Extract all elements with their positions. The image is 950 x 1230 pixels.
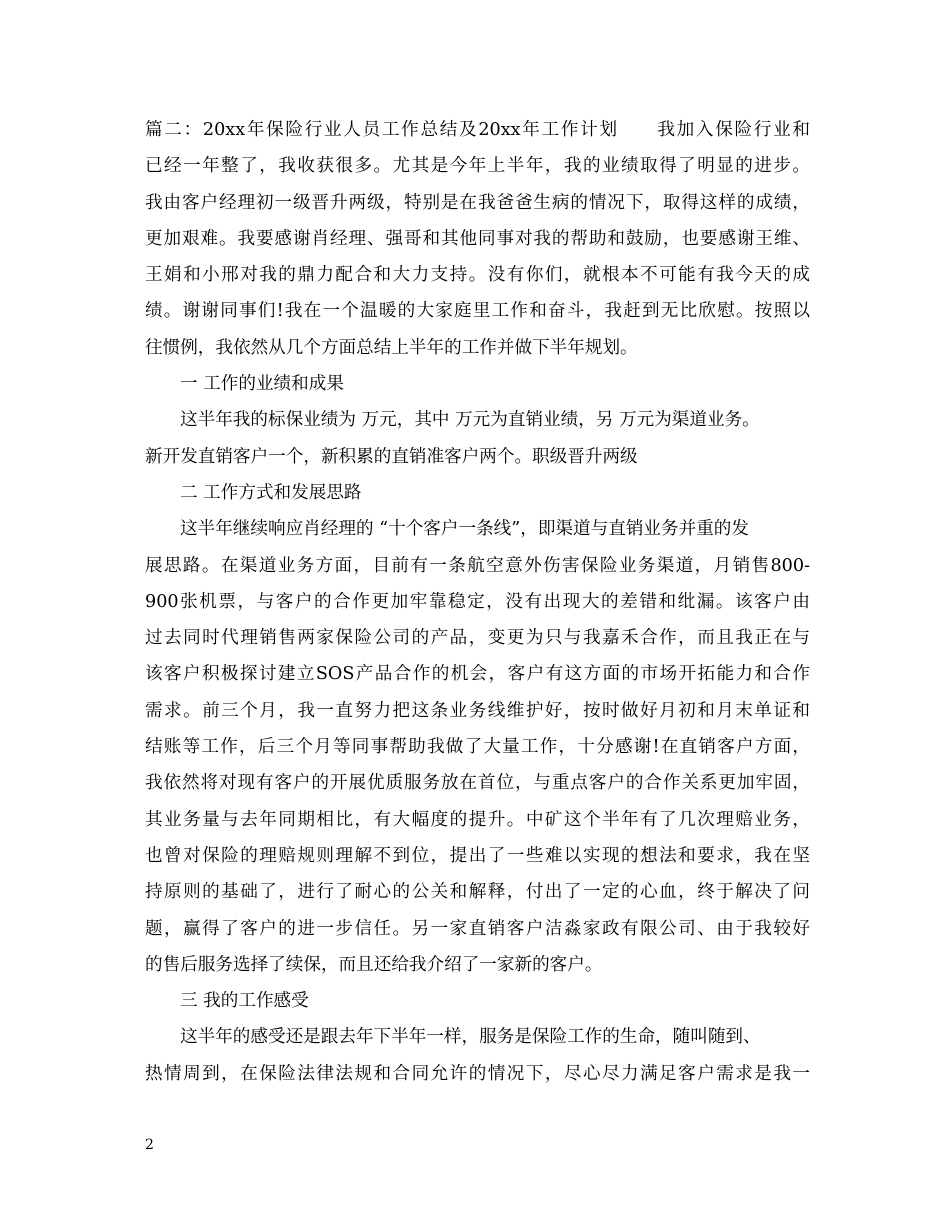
- text-line: 持原则的基础了，进行了耐心的公关和解释，付出了一定的心血，终于解决了问: [145, 882, 810, 903]
- section-heading-2: 二 工作方式和发展思路: [180, 482, 362, 503]
- section-heading-1: 一 工作的业绩和成果: [180, 374, 344, 395]
- text-line: 我依然将对现有客户的开展优质服务放在首位，与重点客户的合作关系更加牢固，: [145, 773, 810, 794]
- text-line: 绩。谢谢同事们!我在一个温暖的大家庭里工作和奋斗，我赶到无比欣慰。按照以: [145, 301, 810, 322]
- text-line: 这半年的感受还是跟去年下半年一样，服务是保险工作的生命，随叫随到、: [180, 1027, 761, 1048]
- text-line: 展思路。在渠道业务方面，目前有一条航空意外伤害保险业务渠道，月销售800-: [145, 555, 810, 576]
- text-line: 该客户积极探讨建立SOS产品合作的机会，客户有这方面的市场开拓能力和合作: [145, 664, 810, 685]
- section-heading-3: 三 我的工作感受: [180, 991, 309, 1012]
- text-line: 已经一年整了，我收获很多。尤其是今年上半年，我的业绩取得了明显的进步。: [145, 156, 810, 177]
- text-line: 900张机票，与客户的合作更加牢靠稳定，没有出现大的差错和纰漏。该客户由: [145, 591, 810, 612]
- text-line: 题，赢得了客户的进一步信任。另一家直销客户洁淼家政有限公司、由于我较好: [145, 918, 810, 939]
- text-line: 过去同时代理销售两家保险公司的产品，变更为只与我嘉禾合作，而且我正在与: [145, 628, 810, 649]
- text-line: 新开发直销客户一个，新积累的直销准客户两个。职级晋升两级: [145, 446, 638, 467]
- text-line: 往惯例，我依然从几个方面总结上半年的工作并做下半年规划。: [145, 337, 638, 358]
- text-line: 更加艰难。我要感谢肖经理、强哥和其他同事对我的帮助和鼓励，也要感谢王维、: [145, 228, 810, 249]
- text-line: 王娟和小邢对我的鼎力配合和大力支持。没有你们，就根本不可能有我今天的成: [145, 265, 810, 286]
- text-line: 这半年我的标保业绩为 万元，其中 万元为直销业绩，另 万元为渠道业务。: [180, 410, 760, 431]
- text-line: 篇二：20xx年保险行业人员工作总结及20xx年工作计划 我加入保险行业和: [145, 120, 810, 140]
- text-line: 这半年继续响应肖经理的 “十个客户一条线”，即渠道与直销业务并重的发: [180, 519, 749, 540]
- text-line: 热情周到，在保险法律法规和合同允许的情况下，尽心尽力满足客户需求是我一: [145, 1063, 810, 1084]
- text-line: 也曾对保险的理赔规则理解不到位，提出了一些难以实现的想法和要求，我在坚: [145, 845, 810, 866]
- text-line: 的售后服务选择了续保，而且还给我介绍了一家新的客户。: [145, 954, 603, 975]
- text-line: 我由客户经理初一级晋升两级，特别是在我爸爸生病的情况下，取得这样的成绩，: [145, 192, 810, 213]
- text-line: 需求。前三个月，我一直努力把这条业务线维护好，按时做好月初和月末单证和: [145, 700, 810, 721]
- page-number: 2: [145, 1137, 154, 1153]
- text-line: 其业务量与去年同期相比，有大幅度的提升。中矿这个半年有了几次理赔业务，: [145, 809, 810, 830]
- document-body: [145, 112, 810, 1092]
- text-line: 结账等工作，后三个月等同事帮助我做了大量工作，十分感谢!在直销客户方面，: [145, 737, 810, 758]
